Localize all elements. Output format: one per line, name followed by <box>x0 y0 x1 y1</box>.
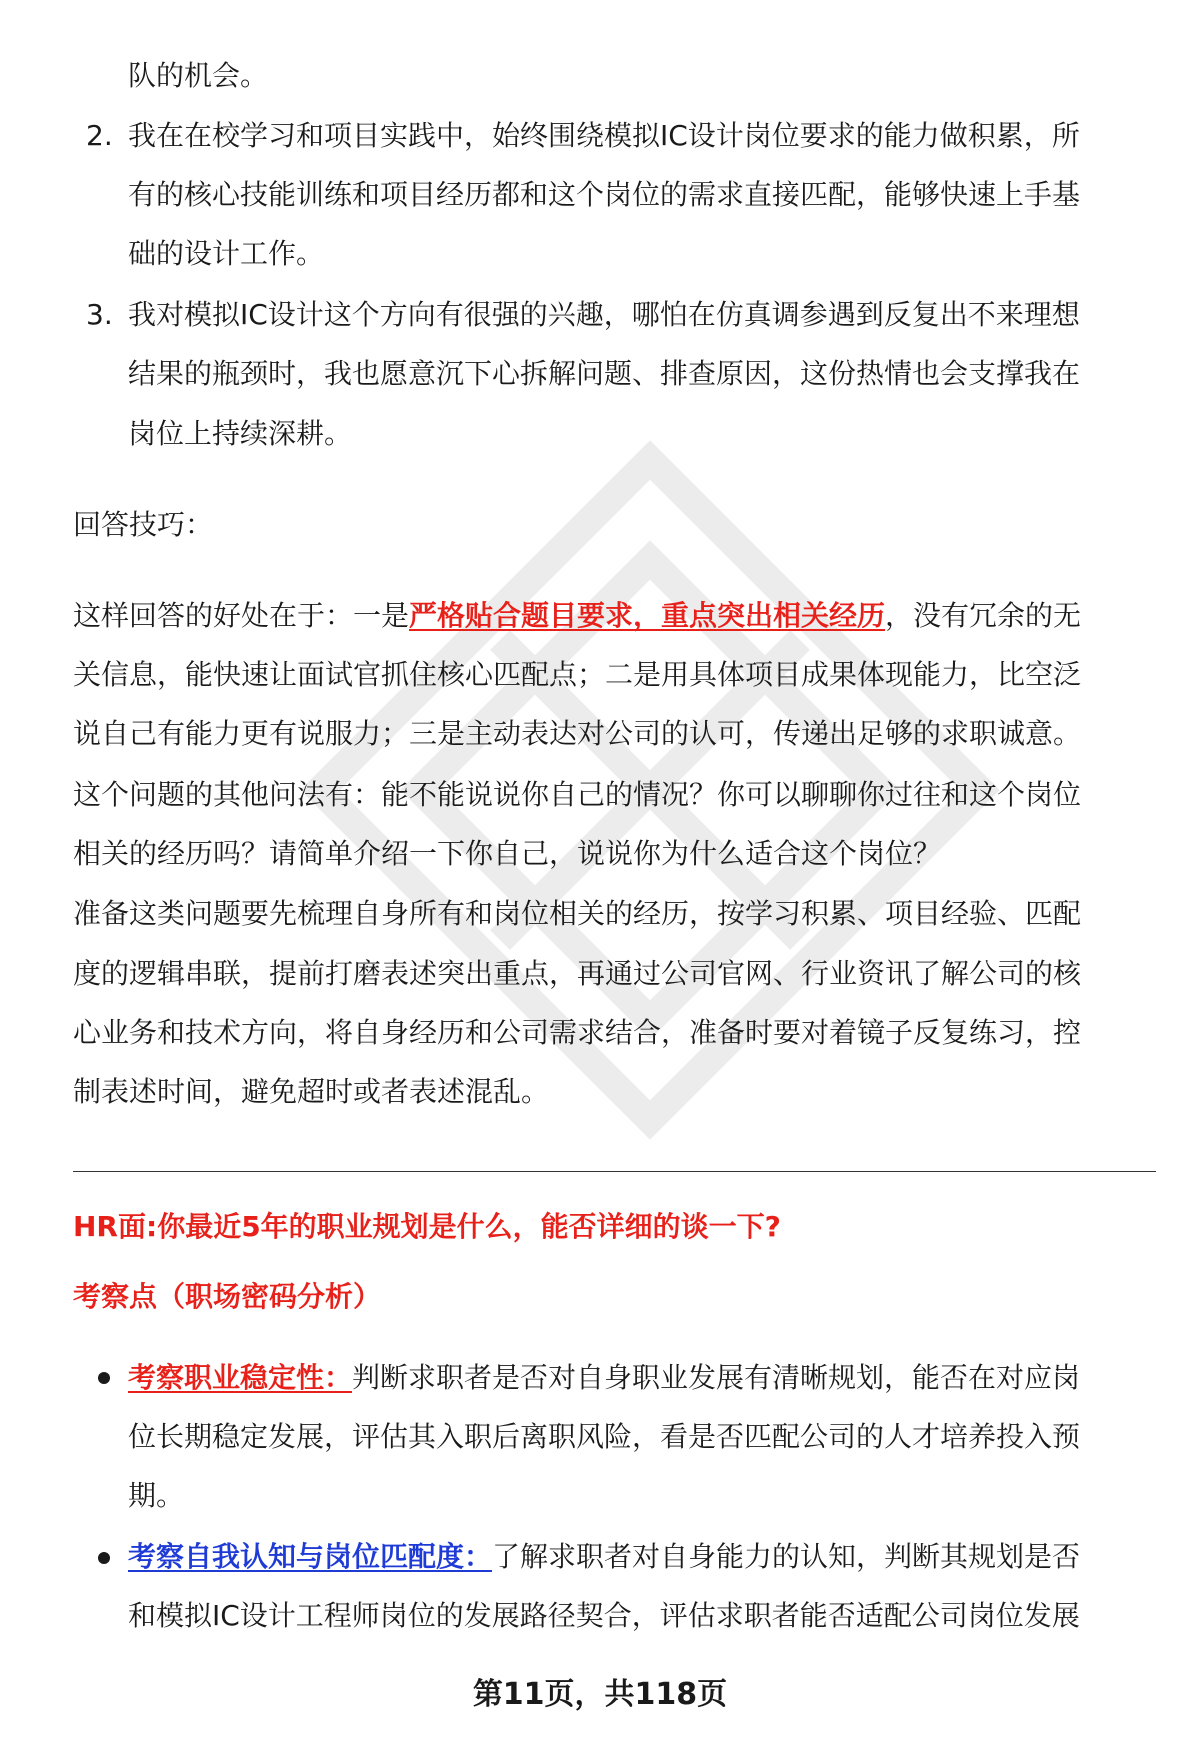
bullet-1-line-2: 位长期稳定发展，评估其入职后离职风险，看是否匹配公司的人才培养投入预 <box>128 1420 1081 1453</box>
tips-paragraph-3-line-3: 心业务和技术方向，将自身经历和公司需求结合，准备时要对着镜子反复练习，控 <box>73 1016 1082 1049</box>
bullet-2-label: 考察自我认知与岗位匹配度： <box>128 1540 493 1573</box>
tips-paragraph-3-line-4: 制表述时间，避免超时或者表述混乱。 <box>73 1075 550 1108</box>
tips-p1-prefix: 这样回答的好处在于：一是 <box>73 599 410 632</box>
bullet-2-line-2: 和模拟IC设计工程师岗位的发展路径契合，评估求职者能否适配公司岗位发展 <box>128 1599 1080 1632</box>
page-footer: 第11页，共118页 <box>472 1677 728 1712</box>
list-item-2-line-2: 有的核心技能训练和项目经历都和这个岗位的需求直接匹配，能够快速上手基 <box>128 178 1081 211</box>
tips-paragraph-3-line-2: 度的逻辑串联，提前打磨表述突出重点，再通过公司官网、行业资讯了解公司的核 <box>73 957 1082 990</box>
tips-paragraph-2-line-2: 相关的经历吗？请简单介绍一下你自己，说说你为什么适合这个岗位？ <box>73 837 942 870</box>
question-title: HR面:你最近5年的职业规划是什么，能否详细的谈一下? <box>73 1210 781 1243</box>
tips-paragraph-1-line-1 <box>73 596 1081 636</box>
bullet-1-label: 考察职业稳定性： <box>128 1361 353 1394</box>
list-item-3-line-1: 我对模拟IC设计这个方向有很强的兴趣，哪怕在仿真调参遇到反复出不来理想 <box>128 298 1080 331</box>
list-item-1-continuation: 队的机会。 <box>128 59 269 92</box>
bullet-dot-2 <box>98 1552 110 1564</box>
bullet-1-line-3: 期。 <box>128 1479 185 1512</box>
tips-p1-suffix: ，没有冗余的无 <box>885 599 1082 632</box>
tips-paragraph-3-line-1: 准备这类问题要先梳理自身所有和岗位相关的经历，按学习积累、项目经验、匹配 <box>73 897 1082 930</box>
tips-p1-highlight: 严格贴合题目要求，重点突出相关经历 <box>409 599 886 632</box>
assessment-subheading: 考察点（职场密码分析） <box>73 1280 382 1313</box>
list-item-2-line-3: 础的设计工作。 <box>128 237 325 270</box>
list-number-3: 3. <box>86 298 113 331</box>
bullet-1-line-1 <box>128 1358 1080 1398</box>
list-item-3-line-2: 结果的瓶颈时，我也愿意沉下心拆解问题、排查原因，这份热情也会支撑我在 <box>128 357 1081 390</box>
tips-heading: 回答技巧： <box>73 508 214 541</box>
section-divider <box>73 1171 1156 1172</box>
tips-paragraph-1-line-2: 关信息，能快速让面试官抓住核心匹配点；二是用具体项目成果体现能力，比空泛 <box>73 658 1082 691</box>
bullet-2-text: 了解求职者对自身能力的认知，判断其规划是否 <box>492 1540 1081 1573</box>
bullet-1-text: 判断求职者是否对自身职业发展有清晰规划，能否在对应岗 <box>352 1361 1081 1394</box>
list-item-3-line-3: 岗位上持续深耕。 <box>128 417 353 450</box>
tips-paragraph-1-line-3: 说自己有能力更有说服力；三是主动表达对公司的认可，传递出足够的求职诚意。 <box>73 717 1082 750</box>
bullet-2-line-1 <box>128 1537 1080 1577</box>
list-item-2-line-1: 我在在校学习和项目实践中，始终围绕模拟IC设计岗位要求的能力做积累，所 <box>128 119 1080 152</box>
list-number-2: 2. <box>86 119 113 152</box>
bullet-dot-1 <box>98 1372 110 1384</box>
tips-paragraph-2-line-1: 这个问题的其他问法有：能不能说说你自己的情况？你可以聊聊你过往和这个岗位 <box>73 778 1082 811</box>
